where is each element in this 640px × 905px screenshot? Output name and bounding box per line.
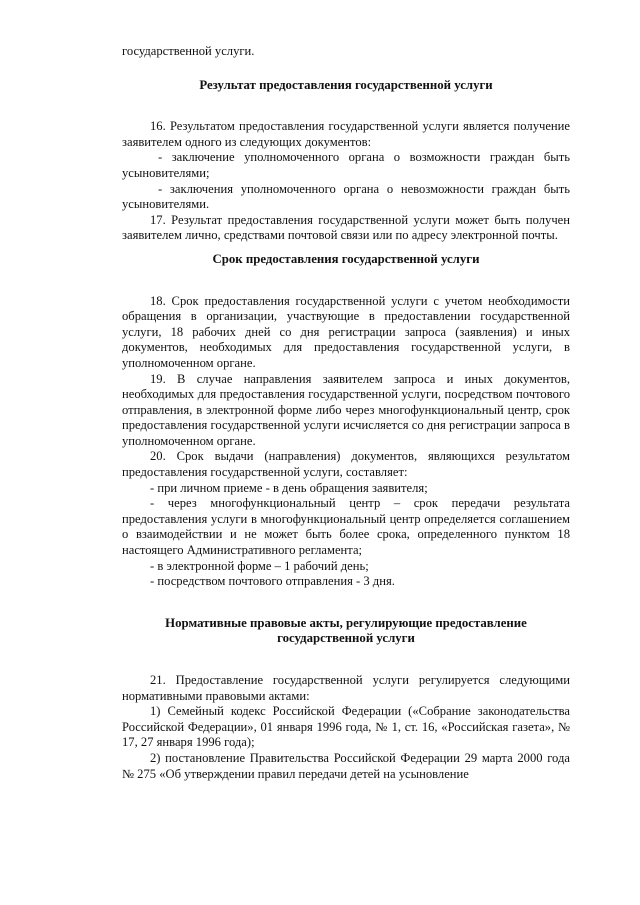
heading-acts-line-2: государственной услуги <box>277 631 415 646</box>
intro-line: государственной услуги. <box>122 44 255 58</box>
paragraph-20-item-3: - в электронной форме – 1 рабочий день; <box>150 558 369 573</box>
paragraph-21-item-2: 2) постановление Правительства Российской Федерации 29 марта 2000 года № 275 «Об утверждении правил передачи детей на усыновление <box>122 750 570 781</box>
paragraph-18: 18. Срок предоставления государственной услуги с учетом необходимости обращения в организации, участвующие в предоставлении государственной услуги, 18 рабочих дней со дня регистрации запроса (заявления) и иных документов, необходимых для предоставления государственной услуги, в уполномоченном органе. <box>122 293 570 370</box>
paragraph-16-item-2: - заключения уполномоченного органа о невозможности граждан быть усыновителями. <box>122 181 570 212</box>
paragraph-20-item-4: - посредством почтового отправления - 3 дня. <box>150 574 395 589</box>
paragraph-20-item-2: - через многофункциональный центр – срок передачи результата предоставления услуги в многофункциональный центр определяется соглашением о взаимодействии и не может быть более срока, определенного пунктом 18 настоящего Административного регламента; <box>122 496 570 558</box>
heading-result: Результат предоставления государственной услуги <box>199 77 493 92</box>
paragraph-17: 17. Результат предоставления государственной услуги может быть получен заявителем лично, средствами почтовой связи или по адресу электронной почты. <box>122 212 570 243</box>
heading-term: Срок предоставления государственной услуги <box>212 251 480 266</box>
paragraph-20: 20. Срок выдачи (направления) документов, являющихся результатом предоставления государственной услуги, составляет: <box>122 449 570 480</box>
paragraph-21: 21. Предоставление государственной услуги регулируется следующими нормативными правовыми актами: <box>122 673 570 703</box>
paragraph-19: 19. В случае направления заявителем запроса и иных документов, необходимых для предоставления государственной услуги, посредством почтового отправления, в электронной форме либо через многофункциональный центр, срок предоставления государственной услуги исчисляется со дня регистрации запроса в уполномоченном органе. <box>122 371 570 448</box>
heading-acts-line-1: Нормативные правовые акты, регулирующие предоставление <box>165 615 527 630</box>
paragraph-21-item-1: 1) Семейный кодекс Российской Федерации («Собрание законодательства Российской Федерации», 01 января 1996 года, № 1, ст. 16, «Российская газета», № 17, 27 января 1996 года); <box>122 704 570 750</box>
paragraph-16: 16. Результатом предоставления государственной услуги является получение заявителем одного из следующих документов: <box>122 119 570 149</box>
paragraph-16-item-1: - заключение уполномоченного органа о возможности граждан быть усыновителями; <box>122 150 570 180</box>
paragraph-20-item-1: - при личном приеме - в день обращения заявителя; <box>150 480 428 495</box>
